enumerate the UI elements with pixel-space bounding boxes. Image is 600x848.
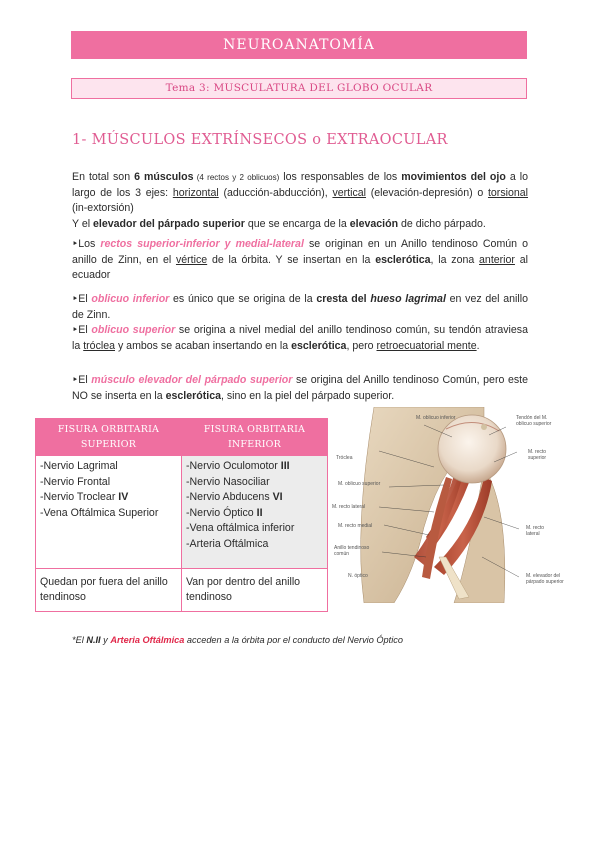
orbit-muscles-illustration xyxy=(334,407,596,603)
list-item: -Vena oftálmica inferior xyxy=(186,522,295,534)
label-oblicuo-superior: M. oblicuo superior xyxy=(338,481,381,487)
label-recto-lateral: M. recto lateral xyxy=(332,504,366,510)
list-item: -Nervio Oculomotor III xyxy=(186,460,290,472)
list-item: -Nervio Óptico II xyxy=(186,506,263,519)
header-fisura-inferior: FISURA ORBITARIA INFERIOR xyxy=(182,419,328,456)
list-item: -Nervio Nasociliar xyxy=(186,475,270,488)
label-troclea: Tróclea xyxy=(336,455,353,461)
fisuras-table xyxy=(35,418,328,612)
header-fisura-superior: FISURA ORBITARIA SUPERIOR xyxy=(36,419,182,456)
page-title: NEUROANATOMÍA xyxy=(71,31,527,59)
label-recto-superior: M. recto superior xyxy=(528,449,547,461)
footnote: *El N.II y Arteria Oftálmica acceden a la órbita por el conducto del Nervio Óptico xyxy=(72,635,403,645)
fisura-superior-list xyxy=(36,456,182,569)
label-oblicuo-inferior: M. oblicuo inferior xyxy=(416,415,456,421)
label-nervio-optico: N. óptico xyxy=(348,573,368,579)
intro-paragraph: En total son 6 músculos (4 rectos y 2 oblicuos) los responsables de los movimientos del ojo a lo largo de los 3 ejes: horizontal (aducción-abducción), vertical (elevación-depresión) o torsional (in-extorsión) Y el elevador del párpado superior que se encarga de la elevación de dicho párpado. xyxy=(72,171,529,230)
oblicuos-paragraph: ‣El oblicuo inferior es único que se origina de la cresta del hueso lagrimal en vez del anillo de Zinn. ‣El oblicuo superior se origina a nivel medial del anillo tendinoso común, su tendón atraviesa la tróclea y ambos se acaban insertando en la esclerótica, pero retroecuatorial mente. xyxy=(72,293,528,352)
fisura-inferior-note: Van por dentro del anillo tendinoso xyxy=(182,569,328,612)
list-item: -Nervio Troclear IV xyxy=(40,491,129,503)
list-item: -Vena Oftálmica Superior xyxy=(40,506,159,519)
rectos-paragraph: ‣Los rectos superior-inferior y medial-lateral se originan en un Anillo tendinoso Común o anillo de Zinn, en el vértice de la órbita. Y se insertan en la esclerótica, la zona anterior al ecuador xyxy=(72,238,528,282)
list-item: -Nervio Abducens VI xyxy=(186,491,283,503)
topic-subtitle: Tema 3: MUSCULATURA DEL GLOBO OCULAR xyxy=(71,78,527,99)
fisura-superior-note: Quedan por fuera del anillo tendinoso xyxy=(36,569,182,612)
elevador-paragraph: ‣El músculo elevador del párpado superior se origina del Anillo tendinoso Común, pero este NO se inserta en la esclerótica, sino en la piel del párpado superior. xyxy=(72,374,529,402)
label-tendon-oblicuo: Tendón del M. oblicuo superior xyxy=(516,415,552,427)
list-item: -Nervio Lagrimal xyxy=(40,460,118,472)
list-item: -Arteria Oftálmica xyxy=(186,537,269,550)
label-anillo-tendinoso: Anillo tendinoso común xyxy=(334,545,370,557)
list-item: -Nervio Frontal xyxy=(40,475,111,488)
label-recto-lateral-2: M. recto lateral xyxy=(526,525,545,537)
fisura-inferior-list xyxy=(182,456,328,569)
label-recto-medial: M. recto medial xyxy=(338,523,373,529)
section-title: 1- MÚSCULOS EXTRÍNSECOS o EXTRAOCULAR xyxy=(72,132,448,148)
label-elevador-parpado: M. elevador del párpado superior xyxy=(526,573,564,585)
